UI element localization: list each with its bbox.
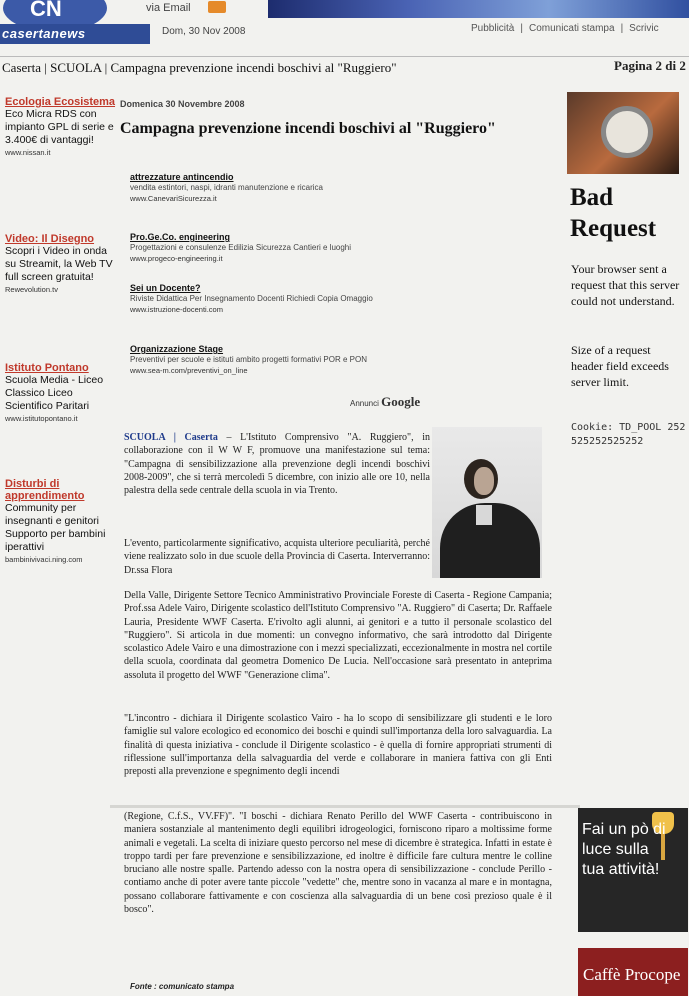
google-ad[interactable] (130, 232, 420, 263)
left-ad-text: Community per insegnanti e genitori Supporto per bambini iperattivi (5, 502, 106, 553)
google-ad[interactable] (130, 344, 420, 375)
google-ad-url[interactable]: www.progeco-engineering.it (130, 254, 223, 263)
google-ad-url[interactable]: www.CanevariSicurezza.it (130, 194, 217, 203)
error-message: Your browser sent a request that this server could not understand. (571, 262, 680, 308)
nav-comunicati-stampa[interactable]: Comunicati stampa (528, 23, 615, 34)
left-ad-title[interactable]: Ecologia Ecosistema (5, 96, 116, 108)
article-kicker: SCUOLA | Caserta (124, 432, 218, 443)
left-ad-text: Eco Micra RDS con impianto GPL di serie e 3.400€ di vantaggi! (5, 108, 114, 146)
article-source: Fonte : comunicato stampa (130, 982, 235, 991)
nav-separator: | (620, 23, 624, 34)
error-title: Bad Request (570, 184, 657, 242)
left-ad-url[interactable]: Rewevolution.tv (5, 285, 58, 294)
left-ad[interactable] (5, 362, 117, 423)
google-ad-title[interactable]: Pro.Ge.Co. engineering (130, 232, 231, 242)
ads-by-google[interactable] (350, 394, 420, 410)
google-brand: Google (381, 394, 421, 409)
google-ad-url[interactable]: www.sea-m.com/preventivi_on_line (130, 366, 248, 375)
google-ad-url[interactable]: www.istruzione-docenti.com (130, 305, 223, 314)
google-ad-text: Progettazioni e consulenze Edilizia Sicurezza Cantieri e luoghi (130, 243, 352, 252)
google-ad[interactable] (130, 172, 420, 203)
nav-pubblicita[interactable]: Pubblicità (471, 23, 515, 34)
google-ad-title[interactable]: attrezzature antincendio (130, 172, 234, 182)
caffe-procope-text[interactable]: Caffè Procope (583, 965, 681, 984)
google-ad-title[interactable]: Organizzazione Stage (130, 344, 224, 354)
google-ad-text: Preventivi per scuole e istituti ambito progetti formativi POR e PON (130, 355, 367, 364)
stopwatch-icon (601, 106, 653, 158)
logo-text: casertanews (2, 26, 86, 41)
breadcrumb: Caserta | SCUOLA | Campagna prevenzione incendi boschivi al "Ruggiero" (2, 60, 397, 75)
article-paragraph: Della Valle, Dirigente Settore Tecnico Amministrativo Provinciale Foreste di Caserta - Regione Campania; Prof.ssa Adele Vairo, Dirigente scolastico dell'Istituto Comprensivo "A. Ruggiero" di Caserta; Dr. Raffaele Lauria, Presidente WWF Caserta. E'rivolto agli alunni, ai genitori e a tutto il personale scolastico del "Ruggiero". Si articola in due momenti: un convegno informativo, che sarà introdotto dal Dirigente scolastico Adele Vairo e una dimostrazione con i mezzi specializzati, eccezionalmente in mostra nel cortile della scuola, coordinata dal geometra Domenico De Lucia. Nell'occasione sarà presentato in anteprima assoluta il progetto del WWF "Generazione clima". (124, 590, 552, 681)
rss-icon[interactable] (208, 1, 226, 13)
article-photo (432, 427, 542, 578)
article-paragraph: (Regione, C.f.S., VV.FF)". "I boschi - dichiara Renato Perillo del WWF Caserta - contribuiscono in maniera sostanziale al mantenimento degli equilibri idrogeologici, forniscono riparo a moltissime forme animali e vegetali. La scelta di iniziare questo percorso nel mese di dicembre è strategica. Infatti in estate è troppo tardi per fare prevenzione e sensibilizzazione, ed inoltre è difficile fare cultura mentre le colline bruciano alle nostre spalle. Partendo adesso con la nostra opera di sensibilizzazione - conclude Perillo - contiamo anche di poter avere tante piccole "vedette" che, mentre sono in vacanza al mare e in montagna, possano collaborare fattivamente e con coscienza alla salvaguardia di un bene così prezioso quale è il bosco". (124, 811, 552, 916)
error-detail: Size of a request header field exceeds server limit. (571, 343, 669, 389)
left-ad-title[interactable]: Istituto Pontano (5, 362, 89, 374)
google-ad-text: Riviste Didattica Per Insegnamento Docenti Richiedi Copia Omaggio (130, 294, 373, 303)
fai-luce-ad-text[interactable]: Fai un pò di luce sulla tua attività! (582, 821, 666, 878)
left-ad-url[interactable]: www.istitutopontano.it (5, 414, 78, 423)
article-paragraph (124, 431, 430, 497)
left-ad[interactable] (5, 96, 117, 157)
left-ad-url[interactable]: bambinivivaci.ning.com (5, 555, 83, 564)
left-ad-title[interactable]: Disturbi di apprendimento (5, 478, 85, 502)
nav-separator: | (520, 23, 523, 34)
left-ad-text: Scopri i Video in onda su Streamit, la Web TV full screen gratuita! (5, 245, 113, 283)
stopwatch-ad-image[interactable] (567, 92, 679, 174)
svg-text:CN: CN (30, 0, 62, 21)
google-ad-text: vendita estintori, naspi, idranti manutenzione e ricarica (130, 183, 323, 192)
ads-by-prefix: Annunci (350, 399, 379, 408)
left-ad-title[interactable]: Video: Il Disegno (5, 233, 95, 245)
google-ad-title[interactable]: Sei un Docente? (130, 283, 201, 293)
via-email-link[interactable]: via Email (146, 2, 191, 14)
article-title: Campagna prevenzione incendi boschivi al "Ruggiero" (120, 120, 496, 137)
header-date: Dom, 30 Nov 2008 (162, 26, 246, 37)
left-ad[interactable] (5, 233, 117, 294)
google-ad[interactable] (130, 283, 420, 314)
article-text: – L'Istituto Comprensivo "A. Ruggiero", in collaborazione con il W W F, promuove una manifestazione sul tema: "Campagna di sensibilizzazione alla prevenzione degli incendi boschivi 2008-2009", che si terrà mercoledì 5 dicembre, con inizio alle ore 10, nella palestra della sede centrale della scuola in via Trento. (124, 432, 430, 497)
left-ad[interactable] (5, 478, 117, 564)
scan-divider (110, 805, 580, 808)
nav-scrivici[interactable]: Scrivic (629, 23, 659, 34)
cookie-text: Cookie: TD_POOL 252525252525252 (571, 422, 686, 447)
article-paragraph: "L'incontro - dichiara il Dirigente scolastico Vairo - ha lo scopo di sensibilizzare gli studenti e le loro famiglie sul valore ecologico ed economico dei boschi e quindi sull'importanza della loro salvaguardia. La finalità di questa iniziativa - conclude il Dirigente scolastico - è quella di fornire appropriati strumenti di riflessione sull'importanza della salvaguardia del verde e collaborare in maniera fattiva con gli Enti preposti alla prevenzione e spegnimento degli incendi (124, 713, 552, 778)
header-banner-image (268, 0, 689, 18)
page-indicator: Pagina 2 di 2 (614, 58, 686, 73)
article-paragraph: L'evento, particolarmente significativo, acquista ulteriore peculiarità, perché viene realizzato solo in due scuole della Provincia di Caserta. Interverranno: Dr.ssa Flora (124, 538, 430, 576)
left-ad-text: Scuola Media - Liceo Classico Liceo Scientifico Paritari (5, 374, 104, 412)
top-nav (468, 23, 662, 34)
left-ad-url[interactable]: www.nissan.it (5, 148, 51, 157)
article-date: Domenica 30 Novembre 2008 (120, 99, 245, 109)
